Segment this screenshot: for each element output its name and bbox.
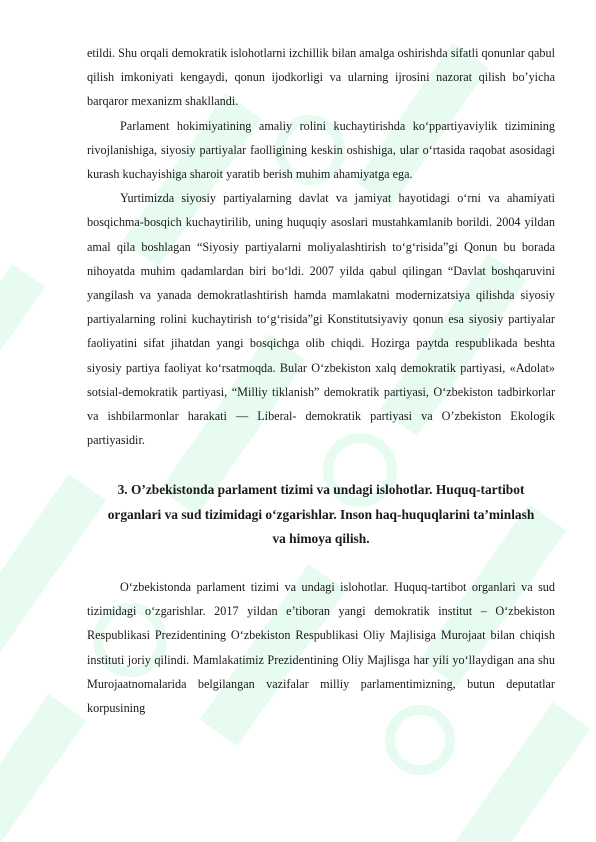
document-body	[87, 41, 555, 720]
paragraph-parliament-role: Parlament hokimiyatining amaliy rolini kuchaytirishda ko‘ppartiyaviylik tizimining rivojlanishiga, siyosiy partiyalar faolligining keskin oshishiga, ular o‘rtasida raqobat asosidagi kurash kuchayishiga sharoit yaratib berish muhim ahamiyatga ega.	[87, 118, 555, 182]
section-heading: 3. O’zbekistonda parlament tizimi va undagi islohotlar. Huquq-tartibot organlari va sud tizimidagi o‘zgarishlar. Inson haq-huquqlarini ta’minlash va himoya qilish.	[107, 482, 535, 546]
paragraph-political-parties: Yurtimizda siyosiy partiyalarning davlat va jamiyat hayotidagi o‘rni va ahamiyati bosqichma-bosqich kuchaytirilib, uning huquqiy asoslari mustahkamlanib borildi. 2004 yildan amal qila boshlagan “Siyosiy partiyalarni moliyalashtirish to‘g‘risida”gi Qonun bu borada nihoyatda muhim qadamlardan biri bo‘ldi. 2007 yilda qabul qilingan “Davlat boshqaruvini yangilash va yanada demokratlashtirish hamda mamlakatni modernizatsiya qilishda siyosiy partiyalarning rolini kuchaytirish to‘g‘risida”gi Konstitutsiyaviy qonun esa siyosiy partiyalar faoliyatini sifat jihatdan yangi bosqichga olib chiqdi. Hozirga paytda respublikada beshta siyosiy partiya faoliyat ko‘rsatmoqda. Bular O‘zbekiston xalq demokratik partiyasi, «Adolat» sotsial-demokratik partiyasi, “Milliy tiklanish” demokratik partiyasi, O‘zbekiston tadbirkorlar va ishbilarmonlar harakati — Liberal- demokratik partiyasi va O’zbekiston Ekologik partiyasidir.	[87, 191, 555, 448]
paragraph-parliament-system: O‘zbekistonda parlament tizimi va undagi islohotlar. Huquq-tartibot organlari va sud tizimidagi o‘zgarishlar. 2017 yildan e’tiboran yangi demokratik institut – O‘zbekiston Respublikasi Prezidentining O‘zbekiston Respublikasi Oliy Majlisiga Murojaat bilan chiqish instituti joriy qilindi. Mamlakatimiz Prezidentining Oliy Majlisga har yili yo‘llaydigan ana shu Murojaatnomalarida belgilangan vazifalar milliy parlamentimizning, butun deputatlar korpusining	[87, 580, 555, 716]
paragraph-continuation: etildi. Shu orqali demokratik islohotlarni izchillik bilan amalga oshirishda sifatli qonunlar qabul qilish imkoniyati kengaydi, qonun ijodkorligi va ularning ijrosini nazorat qilish bo’yicha barqaror mexanizm shakllandi.	[87, 46, 555, 109]
